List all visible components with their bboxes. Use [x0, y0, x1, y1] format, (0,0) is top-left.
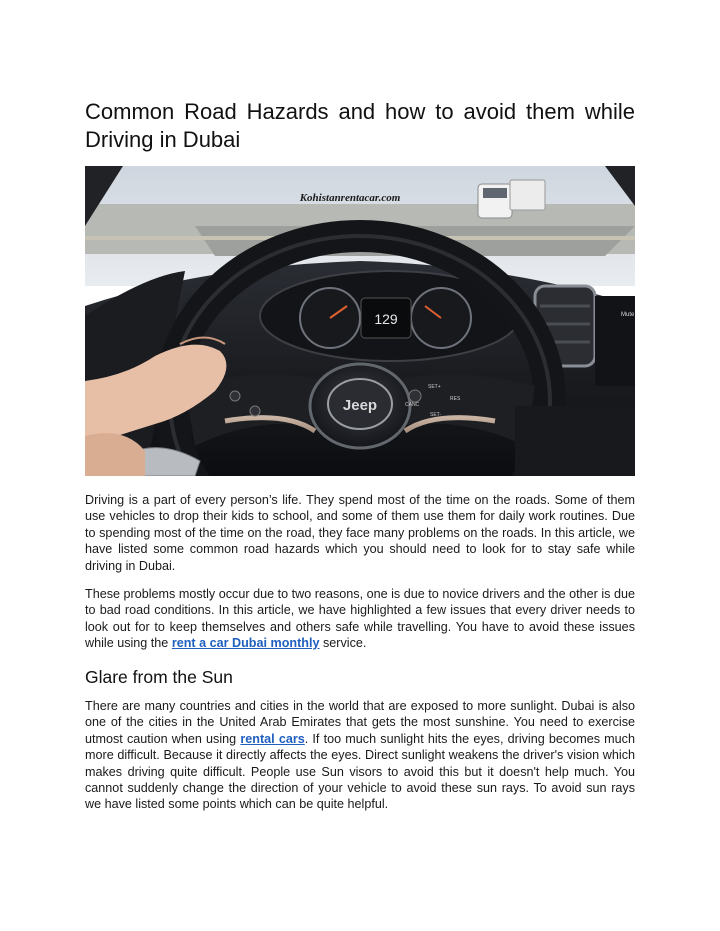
second-paragraph-text-before: These problems mostly occur due to two reasons, one is due to novice drivers and the other is due to bad road conditions. In this article, we have highlighted a few issues that every driver needs to look out for to keep themselves and others safe while travelling. You have to avoid these issues while using the [85, 587, 635, 651]
wheel-label-set-plus: SET+ [428, 384, 441, 390]
steering-logo: Jeep [342, 397, 378, 414]
rental-cars-link[interactable]: rental cars [240, 731, 305, 746]
speedometer-readout: 129 [374, 311, 398, 327]
screen-mute-label: Mute [621, 312, 635, 318]
section-paragraph-text-after: . If too much sunlight hits the eyes, driving becomes much more difficult. Because it directly affects the eyes. Direct sunlight weakens the driver's vision which makes driving quite difficult. People use Sun visors to avoid this but it doesn't help much. You cannot suddenly change the direction of your vehicle to avoid these sun rays. To avoid sun rays we have listed some points which can be quite helpful. [85, 731, 635, 812]
article-title: Common Road Hazards and how to avoid them while Driving in Dubai [85, 99, 635, 152]
watermark-text: Kohistanrentacar.com [299, 192, 401, 204]
section-heading: Glare from the Sun [85, 667, 233, 687]
rent-a-car-dubai-monthly-link[interactable]: rent a car Dubai monthly [171, 636, 320, 651]
intro-paragraph: Driving is a part of every person’s life. They spend most of the time on the roads. Some of them use vehicles to drop their kids to school, and some of them use them for daily work routines. Due to spending most of the time on the road, they face many problems on the roads. In this article, we have listed some common road hazards which you should need to look for to stay safe while driving in Dubai. [85, 493, 635, 573]
section-paragraph [85, 698, 635, 813]
wheel-label-res: RES [450, 396, 461, 402]
wheel-label-set-minus: SET- [430, 412, 442, 418]
article-photo [85, 166, 635, 476]
section-paragraph-text-before: There are many countries and cities in the world that are exposed to more sunlight. Dubai is also one of the cities in the United Arab Emirates that gets the most sunshine. You need to exercise utmost caution when using [85, 699, 635, 746]
second-paragraph-text-after: service. [319, 636, 367, 651]
wheel-label-canc: CANC [405, 402, 420, 408]
second-paragraph [85, 586, 635, 652]
